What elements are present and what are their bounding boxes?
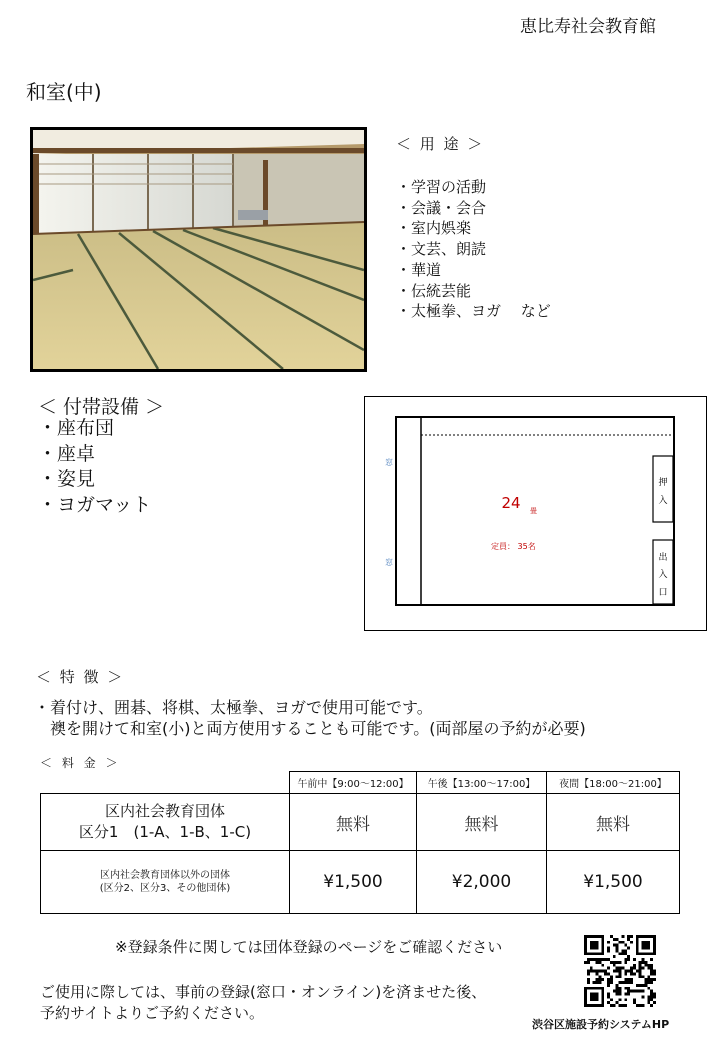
- equipment-list: [38, 416, 151, 518]
- floor-plan-drawing: [365, 397, 706, 630]
- equipment-item: ・ヨガマット: [38, 493, 152, 516]
- window-label-1: 窓: [385, 458, 393, 467]
- fee-category: [41, 794, 290, 851]
- fee-category-line-1: 区内社会教育団体以外の団体: [100, 870, 230, 881]
- use-item: ・室内娯楽: [396, 219, 472, 238]
- fee-cell: 無料: [547, 794, 680, 851]
- fee-header-row: [41, 772, 680, 794]
- fee-cell: ¥2,000: [417, 851, 547, 914]
- floor-plan: [364, 396, 707, 631]
- fee-header-morning: 午前中【9:00～12:00】: [290, 772, 417, 794]
- fee-header-evening: 夜間【18:00～21:00】: [547, 772, 680, 794]
- fee-category-line-2: 区分1 (1-A、1-B、1-C): [78, 823, 252, 841]
- registration-note: ※登録条件に関しては団体登録のページをご確認ください: [115, 938, 503, 956]
- tatami-room-illustration: [33, 130, 364, 369]
- table-row: [41, 851, 680, 914]
- fee-cell: 無料: [290, 794, 417, 851]
- usage-line-1: ご使用に際しては、事前の登録(窓口・オンライン)を済ませた後、: [40, 983, 487, 1001]
- tatami-unit: 畳: [530, 507, 537, 515]
- facility-name: 恵比寿社会教育館: [520, 17, 656, 37]
- features-line-1: ・着付け、囲碁、将棋、太極拳、ヨガで使用可能です。: [34, 698, 433, 717]
- exit-label-1: 出: [658, 553, 668, 563]
- tatami-count: 24: [501, 494, 521, 512]
- fee-header-afternoon: 午後【13:00～17:00】: [417, 772, 547, 794]
- use-item: ・文芸、朗読: [396, 240, 487, 259]
- qr-code-icon[interactable]: [584, 935, 656, 1007]
- room-photo: [30, 127, 367, 372]
- uses-list: [396, 177, 551, 322]
- use-item: ・会議・会合: [396, 198, 487, 217]
- features-line-2: 襖を開けて和室(小)と両方使用することも可能です。(両部屋の予約が必要): [50, 719, 586, 738]
- uses-heading: ＜ 用 途 ＞: [396, 135, 485, 153]
- use-item: ・太極拳、ヨガ など: [396, 302, 551, 321]
- fee-cell: 無料: [417, 794, 547, 851]
- window-label-2: 窓: [385, 558, 393, 567]
- table-row: [41, 794, 680, 851]
- equipment-item: ・姿見: [38, 468, 96, 490]
- equipment-item: ・座卓: [38, 442, 96, 465]
- qr-label: 渋谷区施設予約システムHP: [532, 1018, 670, 1031]
- use-item: ・伝統芸能: [396, 281, 472, 300]
- fee-header-blank: [41, 772, 290, 794]
- use-item: ・学習の活動: [396, 178, 487, 196]
- exit-label-3: 口: [658, 588, 668, 598]
- fee-table: [40, 771, 680, 914]
- qr-code-graphic: [584, 935, 656, 1007]
- exit-label-2: 入: [658, 570, 668, 580]
- page-title: 和室(中): [26, 80, 102, 104]
- fee-category-line-1: 区内社会教育団体: [104, 802, 225, 820]
- fee-category: [41, 851, 290, 914]
- closet-label-2: 入: [658, 496, 668, 506]
- use-item: ・華道: [396, 260, 442, 279]
- usage-line-2: 予約サイトよりご予約ください。: [40, 1004, 264, 1022]
- closet-label-1: 押: [658, 478, 668, 488]
- equipment-item: ・座布団: [38, 417, 115, 439]
- capacity-text: 定員： 35名: [491, 542, 536, 551]
- fee-cell: ¥1,500: [547, 851, 680, 914]
- closet-box: [653, 456, 673, 522]
- fee-cell: ¥1,500: [290, 851, 417, 914]
- features-heading: ＜ 特 徴 ＞: [36, 668, 125, 686]
- equipment-heading: ＜ 付帯設備 ＞: [38, 396, 165, 418]
- fees-heading: ＜ 料 金 ＞: [40, 756, 121, 770]
- fee-category-line-2: (区分2、区分3、その他団体): [99, 883, 231, 894]
